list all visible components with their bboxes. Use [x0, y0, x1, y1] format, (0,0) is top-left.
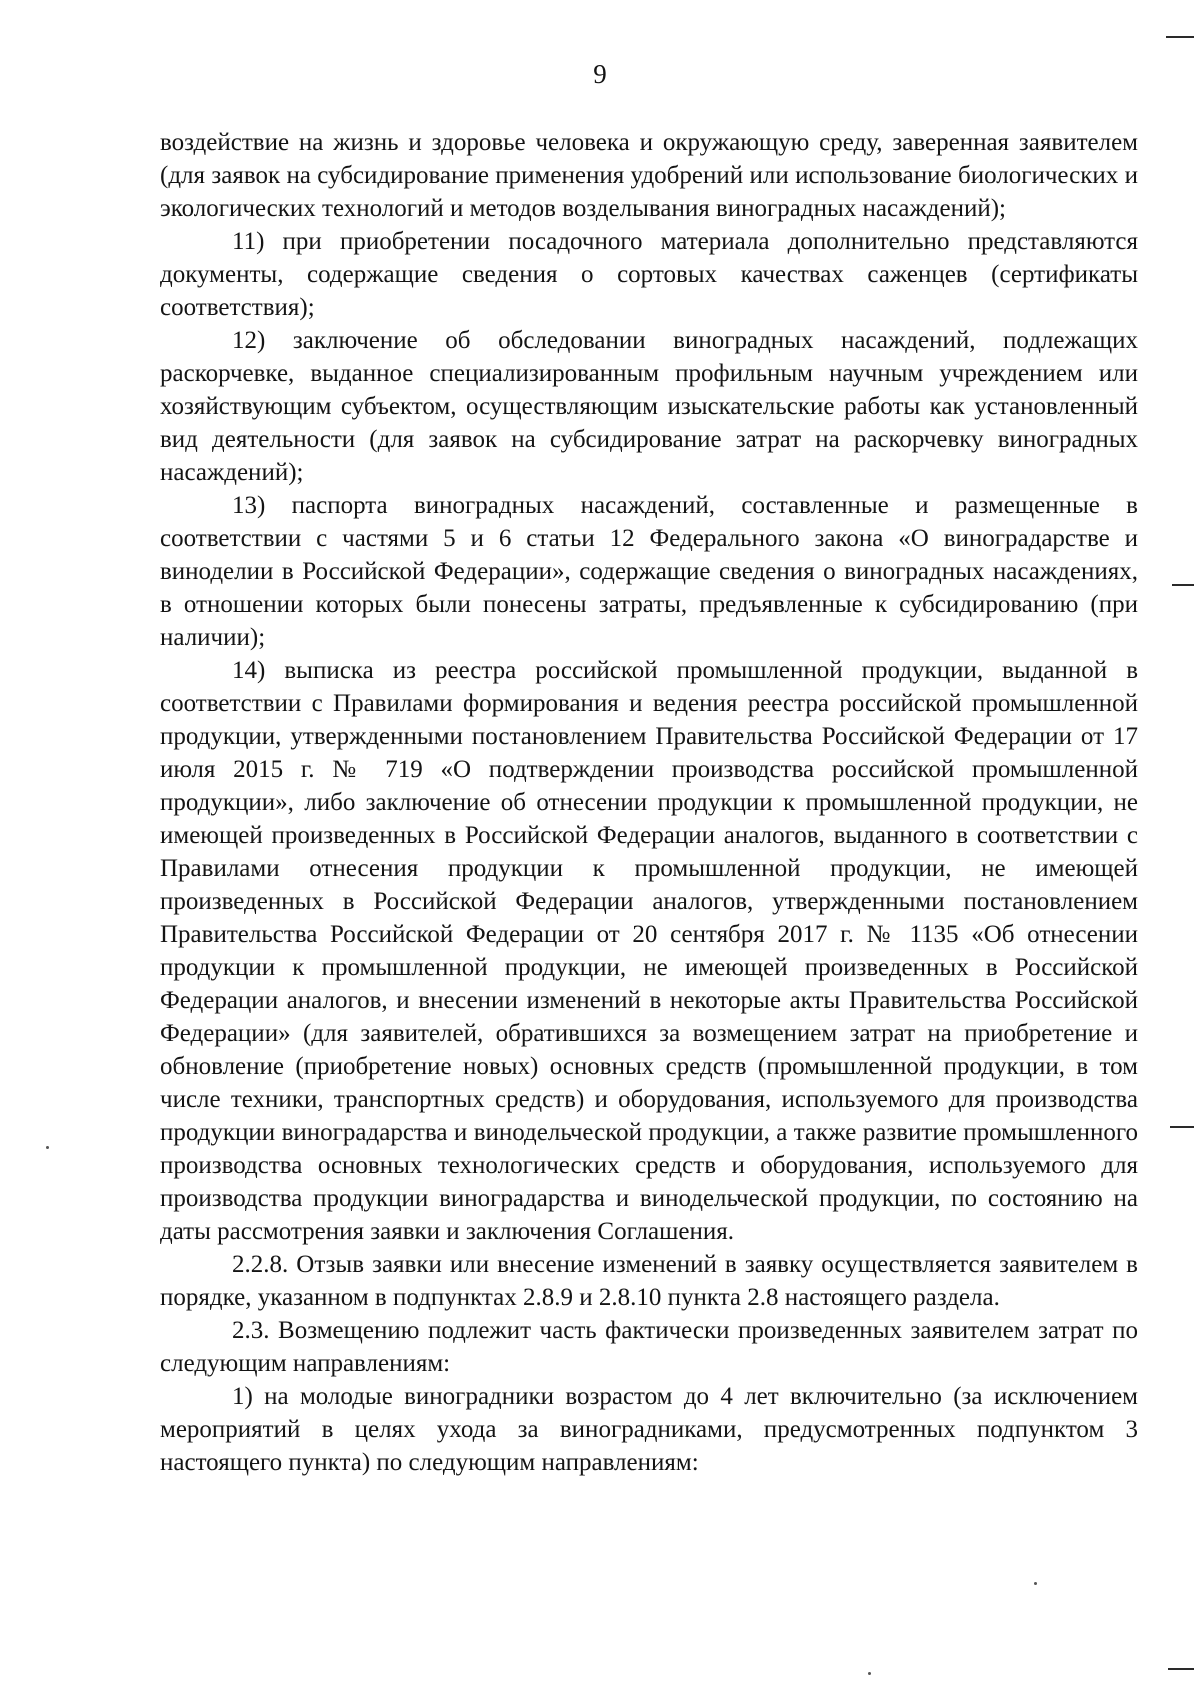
paragraph-2-3: 2.3. Возмещению подлежит часть фактически произведенных заявителем затрат по следующим направлениям:	[160, 1317, 1138, 1377]
page-number: 9	[593, 59, 607, 89]
scan-edge-mark	[1172, 584, 1194, 586]
paragraph-item-12: 12) заключение об обследовании виноградных насаждений, подлежащих раскорчевке, выданное специализированным профильным научным учреждением или хозяйствующим субъектом, осуществляющим изыскательские работы как установленный вид деятельности (для заявок на субсидирование затрат на раскорчевку виноградных насаждений);	[160, 327, 1138, 486]
paragraph-item-14: 14) выписка из реестра российской промышленной продукции, выданной в соответствии с Правилами формирования и ведения реестра российской промышленной продукции, утвержденными постановлением Правительства Российской Федерации от 17 июля 2015 г. № 719 «О подтверждении производства российской промышленной продукции», либо заключение об отнесении продукции к промышленной продукции, не имеющей произведенных в Российской Федерации аналогов, выданного в соответствии с Правилами отнесения продукции к промышленной продукции, не имеющей произведенных в Российской Федерации аналогов, утвержденными постановлением Правительства Российской Федерации от 20 сентября 2017 г. № 1135 «Об отнесении продукции к промышленной продукции, не имеющей произведенных в Российской Федерации аналогов, и внесении изменений в некоторые акты Правительства Российской Федерации» (для заявителей, обратившихся за возмещением затрат на приобретение и обновление (приобретение новых) основных средств (промышленной продукции, в том числе техники, транспортных средств) и оборудования, используемого для производства продукции виноградарства и винодельческой продукции, а также развитие промышленного производства основных технологических средств и оборудования, используемого для производства продукции виноградарства и винодельческой продукции, по состоянию на даты рассмотрения заявки и заключения Соглашения.	[160, 657, 1138, 1245]
document-body	[160, 126, 1138, 1479]
paragraph-item-13: 13) паспорта виноградных насаждений, составленные и размещенные в соответствии с частями 5 и 6 статьи 12 Федерального закона «О виноградарстве и виноделии в Российской Федерации», содержащие сведения о виноградных насаждениях, в отношении которых были понесены затраты, предъявленные к субсидированию (при наличии);	[160, 492, 1138, 651]
scan-edge-mark	[1166, 36, 1194, 38]
paragraph-item-11: 11) при приобретении посадочного материала дополнительно представляются документы, содержащие сведения о сортовых качествах саженцев (сертификаты соответствия);	[160, 228, 1138, 321]
paragraph-2-2-8: 2.2.8. Отзыв заявки или внесение изменений в заявку осуществляется заявителем в порядке, указанном в подпунктах 2.8.9 и 2.8.10 пункта 2.8 настоящего раздела.	[160, 1251, 1138, 1311]
paragraph-2-3-item-1: 1) на молодые виноградники возрастом до 4 лет включительно (за исключением мероприятий в целях ухода за виноградниками, предусмотренных подпунктом 3 настоящего пункта) по следующим направлениям:	[160, 1383, 1138, 1476]
scan-edge-mark	[1170, 1126, 1194, 1128]
scan-speck	[1034, 1582, 1037, 1585]
scan-edge-mark	[1168, 1668, 1194, 1670]
paragraph-continuation: воздействие на жизнь и здоровье человека и окружающую среду, заверенная заявителем (для заявок на субсидирование применения удобрений или использование биологических и экологических технологий и методов возделывания виноградных насаждений);	[160, 129, 1138, 222]
scan-speck	[46, 1146, 49, 1149]
scan-speck	[868, 1672, 871, 1675]
